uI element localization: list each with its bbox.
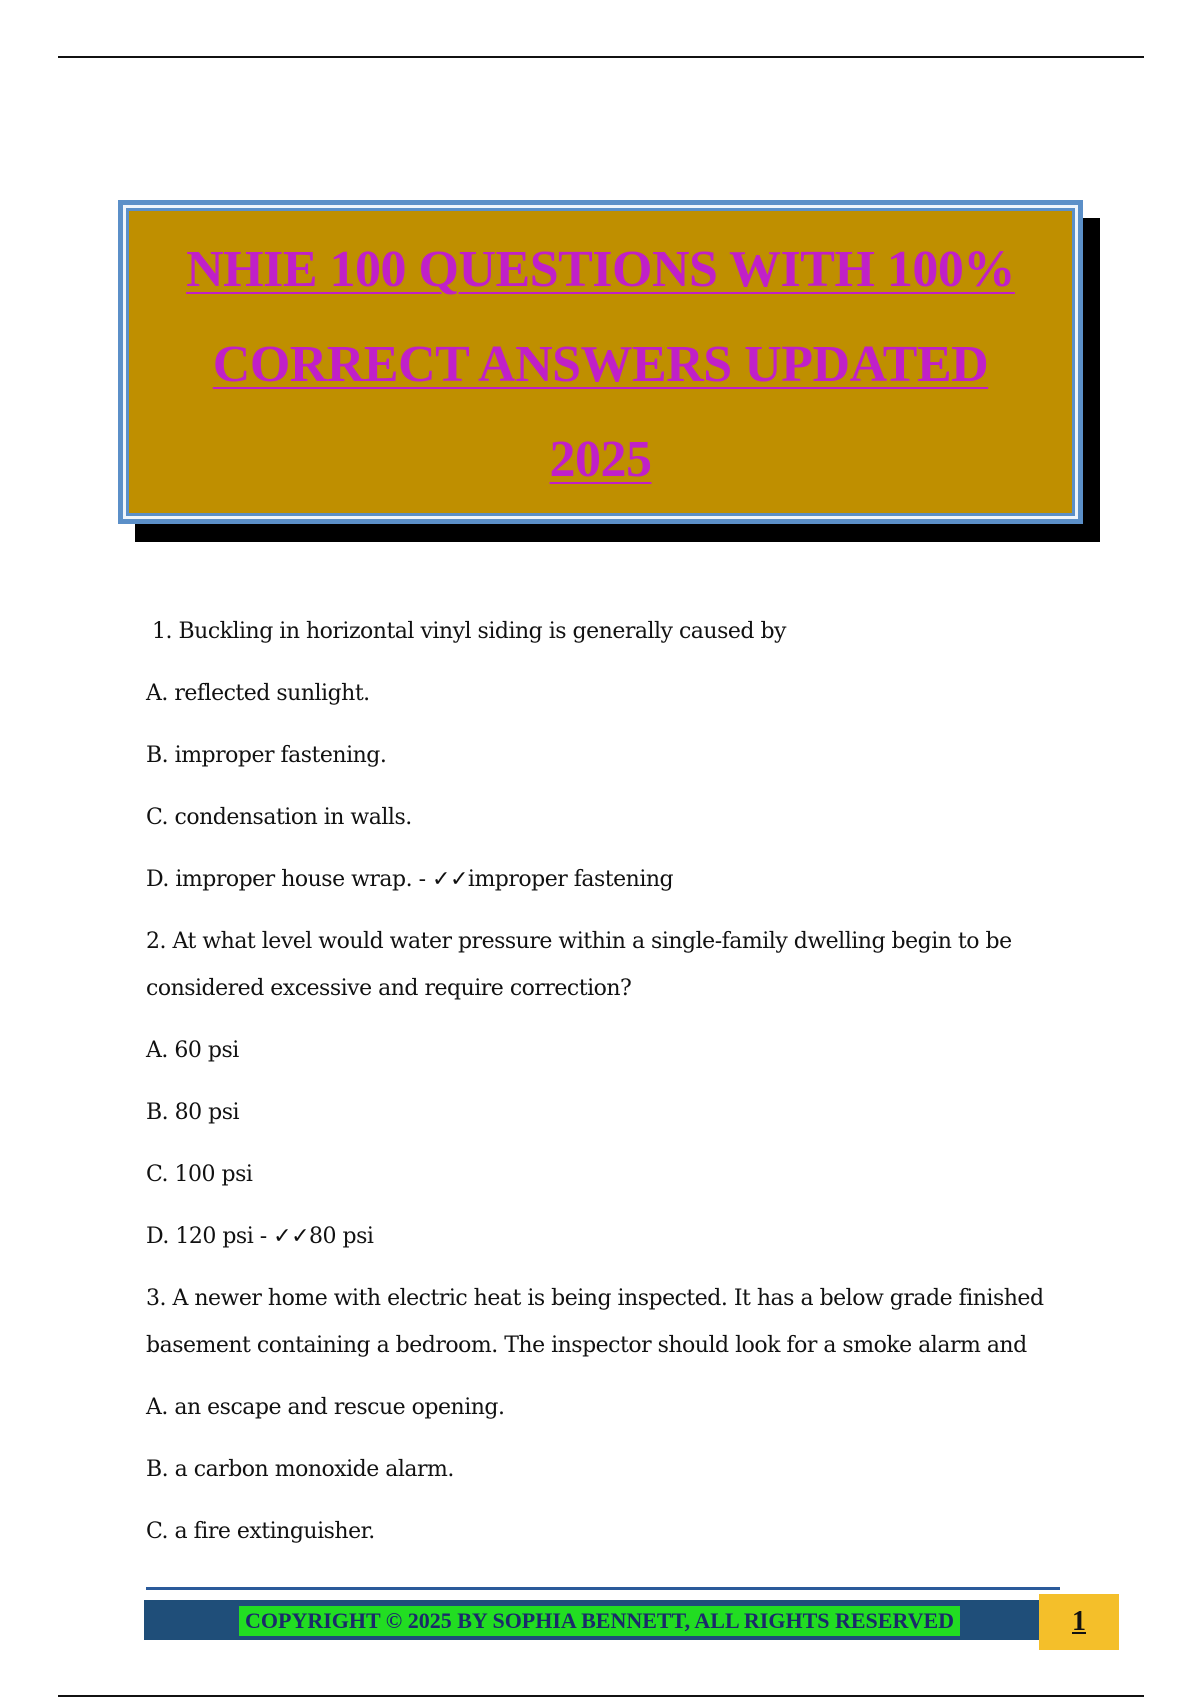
question-2-option-d-answer: D. 120 psi - ✓✓80 psi (146, 1224, 374, 1249)
title-line-2: CORRECT ANSWERS UPDATED (212, 335, 989, 393)
question-1-option-a: A. reflected sunlight. (146, 681, 370, 706)
question-2-stem-line-2: considered excessive and require correction? (146, 976, 632, 1001)
page-number-box (1039, 1594, 1119, 1650)
question-2-option-c: C. 100 psi (146, 1162, 253, 1187)
title-line-3: 2025 (549, 430, 652, 488)
title-box-frame (118, 200, 1083, 524)
question-3-option-c: C. a fire extinguisher. (146, 1519, 375, 1544)
question-2-option-a: A. 60 psi (146, 1038, 239, 1063)
question-2-option-b: B. 80 psi (146, 1100, 240, 1125)
question-3-stem-line-2: basement containing a bedroom. The inspector should look for a smoke alarm and (146, 1333, 1027, 1358)
title-line-1: NHIE 100 QUESTIONS WITH 100% (186, 240, 1015, 298)
question-list (146, 608, 1066, 1555)
footer-copyright: COPYRIGHT © 2025 BY SOPHIA BENNETT, ALL RIGHTS RESERVED (239, 1606, 960, 1636)
question-1-option-b: B. improper fastening. (146, 743, 387, 768)
question-1-option-d-answer: D. improper house wrap. - ✓✓improper fastening (146, 867, 674, 892)
bottom-rule (58, 1695, 1144, 1697)
question-1-option-c: C. condensation in walls. (146, 805, 412, 830)
header-rule (58, 56, 1144, 58)
page-number: 1 (1072, 1606, 1086, 1637)
title-box (129, 211, 1072, 513)
question-3-option-b: B. a carbon monoxide alarm. (146, 1457, 454, 1482)
question-1-stem: 1. Buckling in horizontal vinyl siding is generally caused by (152, 619, 786, 644)
question-2-stem-line-1: 2. At what level would water pressure within a single-family dwelling begin to be (146, 929, 1012, 954)
question-3-stem-line-1: 3. A newer home with electric heat is being inspected. It has a below grade finished (146, 1286, 1044, 1311)
question-3-option-a: A. an escape and rescue opening. (146, 1395, 505, 1420)
footer-rule (146, 1587, 1060, 1590)
